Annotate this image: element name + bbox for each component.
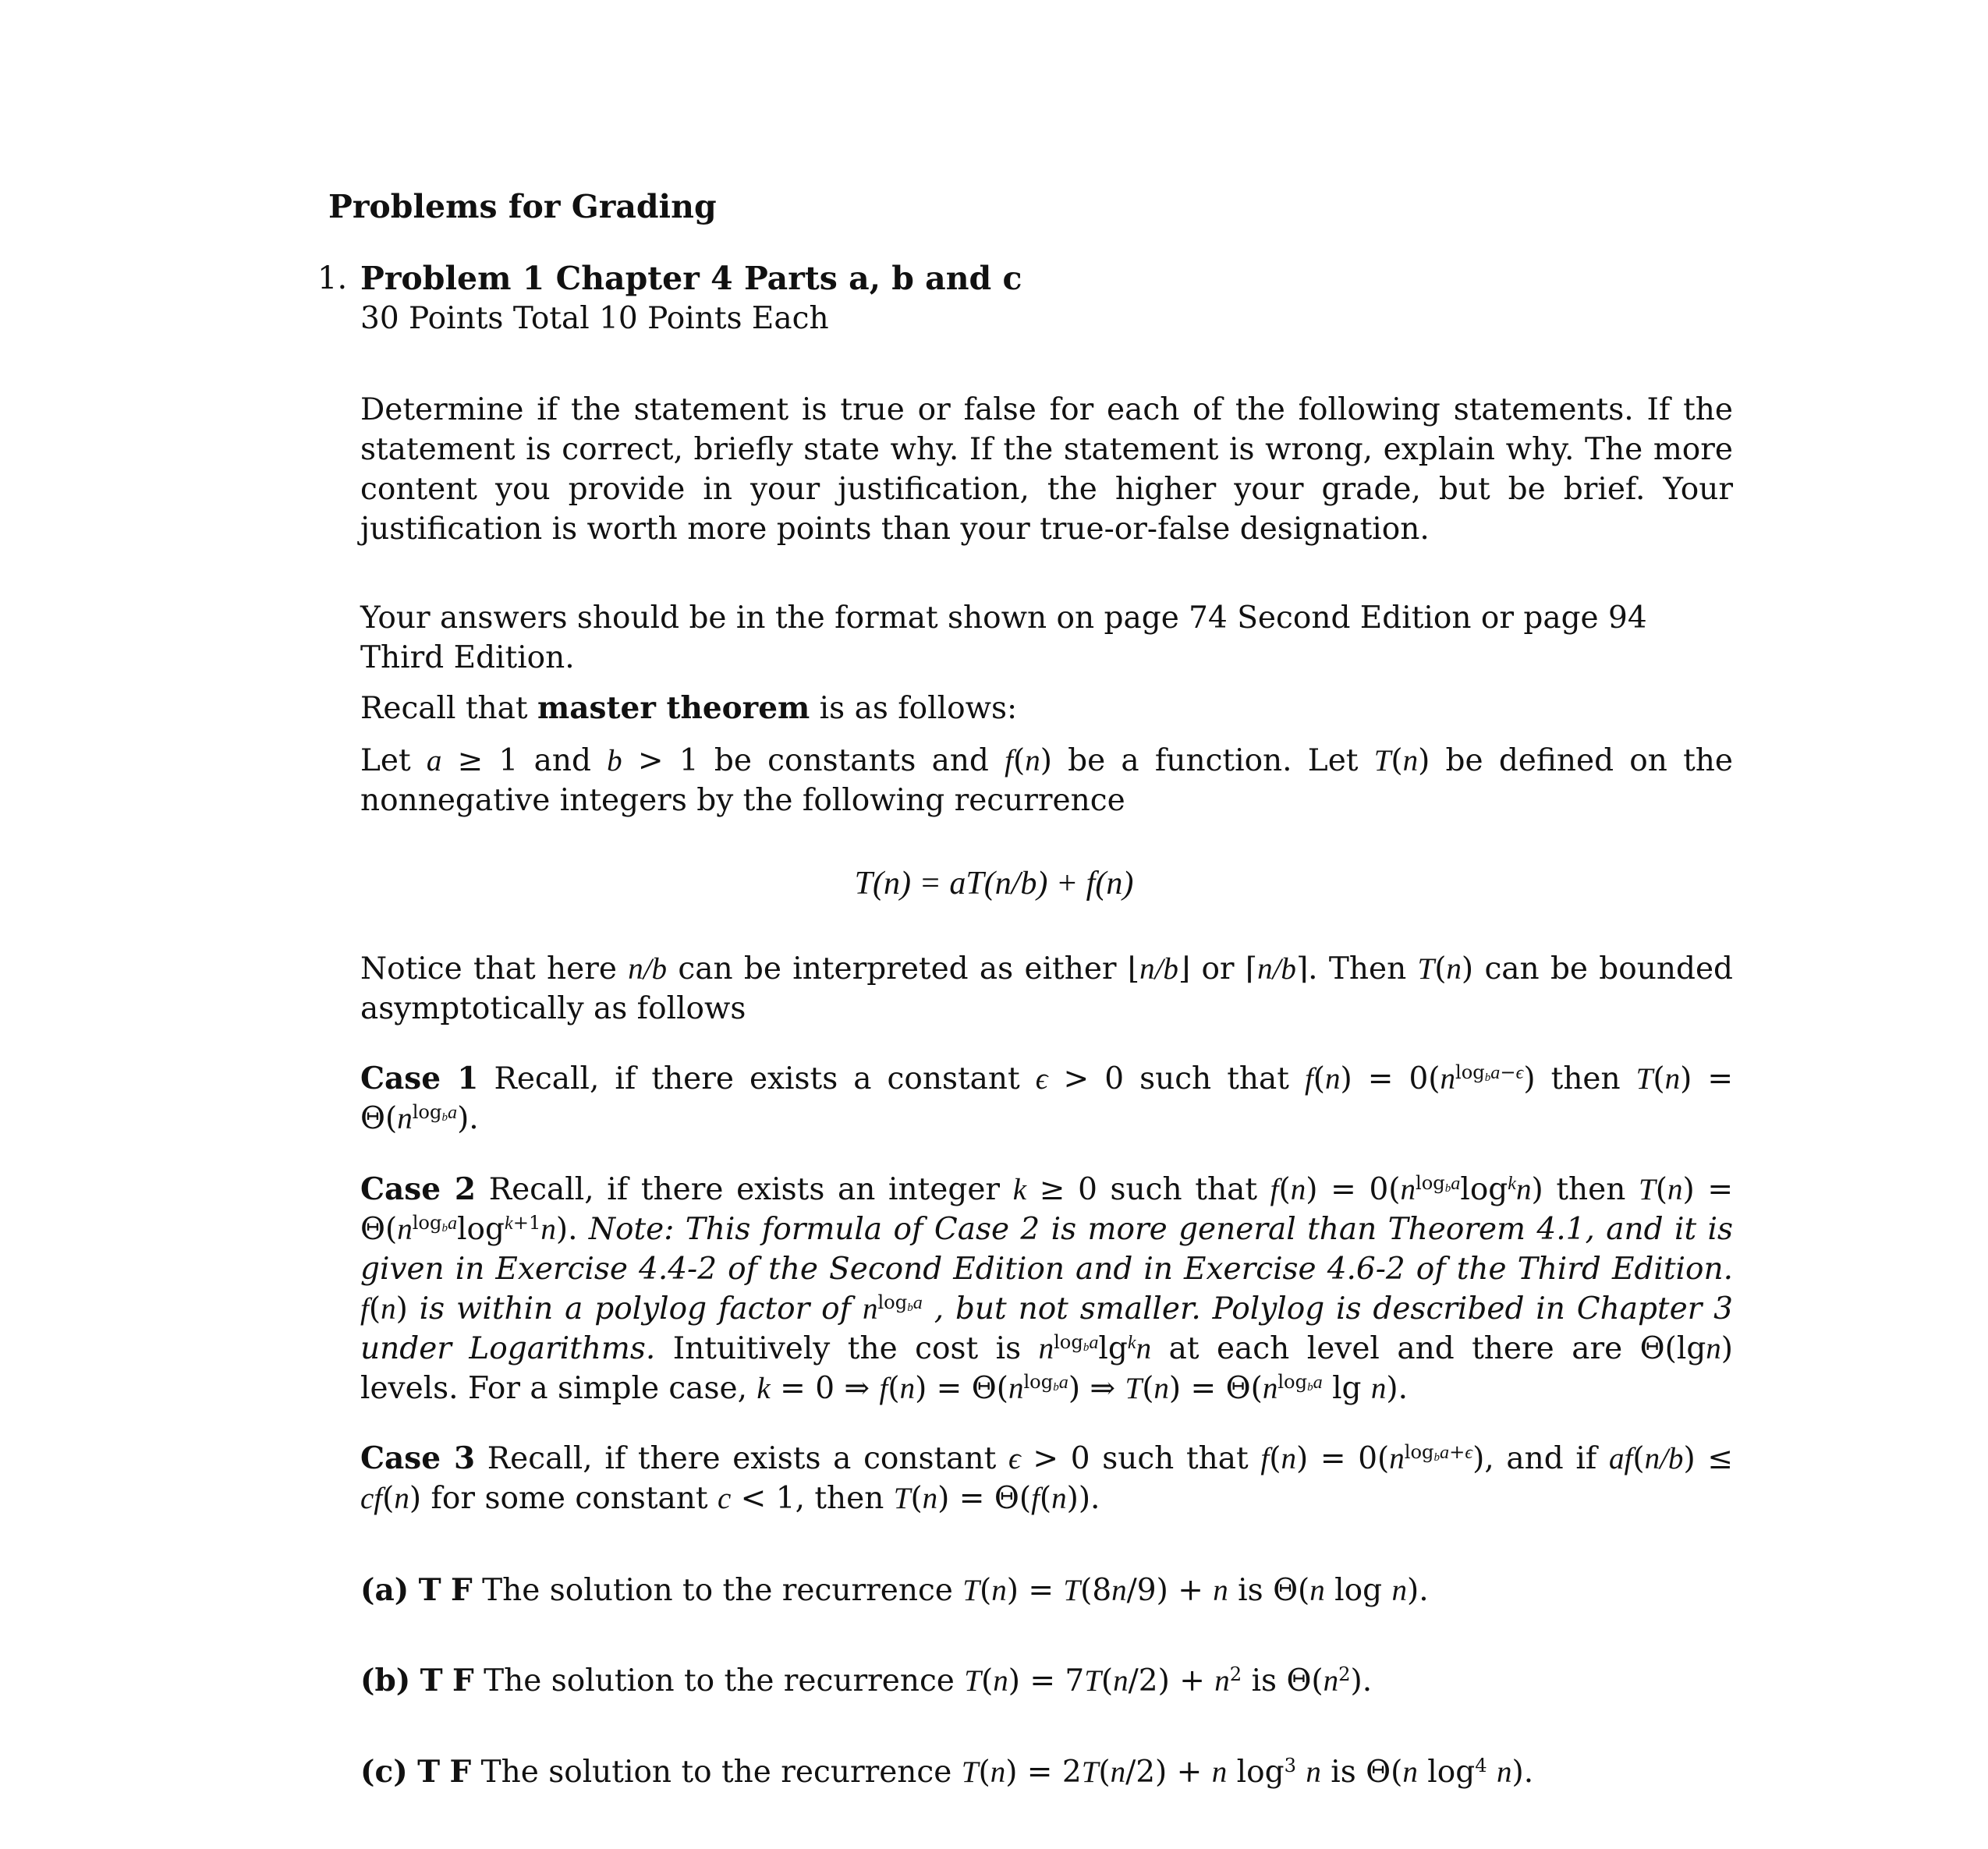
part-a-text: The solution to the recurrence <box>482 1573 953 1608</box>
case-3-text: Recall, if there exists a constant <box>475 1441 997 1476</box>
recall-prefix: Recall that <box>360 691 537 726</box>
notice-paragraph: Notice that here n/b can be interpreted as either ⌊n/b⌋ or ⌈n/b⌉. Then T(n) can be bounded asymptotically as follows <box>360 951 1733 1026</box>
part-a-label: (a) <box>360 1572 409 1608</box>
case-1-label: Case 1 <box>360 1061 479 1096</box>
recall-suffix: is as follows: <box>810 691 1018 726</box>
part-c-label: (c) <box>360 1754 408 1790</box>
case-2-intuition-2: at each level and there are <box>1151 1331 1640 1366</box>
part-b-true-option[interactable]: T <box>420 1663 443 1698</box>
notice-text-2: can be interpreted as either <box>667 951 1128 986</box>
let-text-5: be defined on the nonnegative integers by the following recurrence <box>360 743 1733 818</box>
case-2-note: Note: This formula of Case 2 is more general than Theorem 4.1, and it is given in Exercise 4.4-2 of the Second Edition and in Exercise 4.6-2 of the Third Edition. <box>360 1212 1733 1287</box>
part-b: (b) T F The solution to the recurrence $T(n) = 7T(n/2) + n^2$ is $\Theta(n^2)$. <box>360 1663 1373 1698</box>
format-note: Your answers should be in the format shown on page 74 Second Edition or page 94 Third Edition. <box>360 600 1647 675</box>
problem-points: 30 Points Total 10 Points Each <box>360 301 829 336</box>
let-text-2: and <box>518 743 608 778</box>
intro-paragraph: Determine if the statement is true or false for each of the following statements. If the statement is correct, briefly state why. If the statement is wrong, explain why. The more content you provide in your justification, the higher your grade, but be brief. Your justification is worth more points than your true-or-false designation. <box>360 392 1733 547</box>
case-3-label: Case 3 <box>360 1440 476 1476</box>
part-a: (a) T F The solution to the recurrence T(n) = T(8n/9) + n is Θ(n log n). <box>360 1572 1429 1608</box>
section-title: Problems for Grading <box>328 188 717 225</box>
part-c-true-option[interactable]: T <box>417 1754 441 1790</box>
notice-text-3: or <box>1190 951 1246 986</box>
case-2-label: Case 2 <box>360 1171 477 1207</box>
case-1: Case 1 Recall, if there exists a constant ϵ > 0 such that $f(n) = 0(n^{log_ba-\epsilon})$ then T(n) = $\Theta(n^{log_ba})$. <box>360 1061 1734 1136</box>
part-b-text: The solution to the recurrence <box>484 1663 955 1698</box>
part-b-false-option[interactable]: F <box>452 1663 474 1698</box>
case-2-polylog-rest: , but not smaller. Polylog is described in Chapter 3 under Logarithms. <box>360 1291 1733 1366</box>
part-a-true-option[interactable]: T <box>418 1572 441 1608</box>
let-text-3: be constants and <box>698 743 1005 778</box>
recall-line <box>360 689 1733 728</box>
notice-text-5: can be bounded asymptotically as follows <box>360 951 1733 1026</box>
problem-title: Problem 1 Chapter 4 Parts a, b and c <box>360 260 1022 297</box>
part-b-label: (b) <box>360 1663 411 1698</box>
recall-term: master theorem <box>537 690 810 726</box>
notice-text-4: . Then <box>1308 951 1418 986</box>
case-2-polylog: is within a polylog factor of <box>419 1291 852 1327</box>
notice-text-1: Notice that here <box>360 951 629 986</box>
part-c-false-option[interactable]: F <box>449 1754 472 1790</box>
case-2-text: Recall, if there exists an integer <box>476 1172 1001 1207</box>
case-2-intuition-3: levels. For a simple case, <box>360 1371 757 1406</box>
part-c-text: The solution to the recurrence <box>480 1755 952 1790</box>
part-a-false-option[interactable]: F <box>451 1572 473 1608</box>
case-1-text: Recall, if there exists a constant <box>478 1061 1020 1096</box>
let-text-1: Let <box>360 743 427 778</box>
recurrence-equation: T(n) = aT(n/b) + f(n) <box>854 866 1134 901</box>
case-3: Case 3 Recall, if there exists a constant ϵ > 0 such that $f(n) = 0(n^{log_ba+\epsilon})$, and if af(n/b) ≤ cf(n) for some constant c < 1, then T(n) = Θ(f(n)). <box>360 1440 1734 1516</box>
item-number: 1. <box>317 260 348 296</box>
case-2: Case 2 Recall, if there exists an integer k ≥ 0 such that $f(n) = 0(n^{log_ba}\log^kn)$ then T(n) = $\Theta(n^{log_ba}\log^{k+1}n)$. Note: This formula of Case 2 is more general than Theorem 4.1, and it is given in Exercise 4.4-2 of the Second Edition and in Exercise 4.6-2 of the Third Edition. f(n) is within a polylog factor of $n^{log_ba}$ , but not smaller. Polylog is described in Chapter 3 under Logarithms. Intuitively the cost is $n^{log_ba}\lg^kn$ at each level and there are Θ(lgn) levels. For a simple case, k = 0 ⇒ $f(n) = \Theta(n^{log_ba})$ ⇒ $T(n) = \Theta(n^{log_ba}$ lg n). <box>360 1171 1734 1406</box>
part-c: (c) T F The solution to the recurrence T(n) = 2T(n/2) + n $\log^3 n$ is Θ(n $\log^4 n$). <box>360 1754 1534 1790</box>
case-2-intuition: Intuitively the cost is <box>655 1331 1039 1366</box>
let-text-4: be a function. Let <box>1051 743 1374 778</box>
let-paragraph: Let a ≥ 1 and b > 1 be constants and f(n) be a function. Let T(n) be defined on the nonnegative integers by the following recurrence <box>360 743 1733 818</box>
